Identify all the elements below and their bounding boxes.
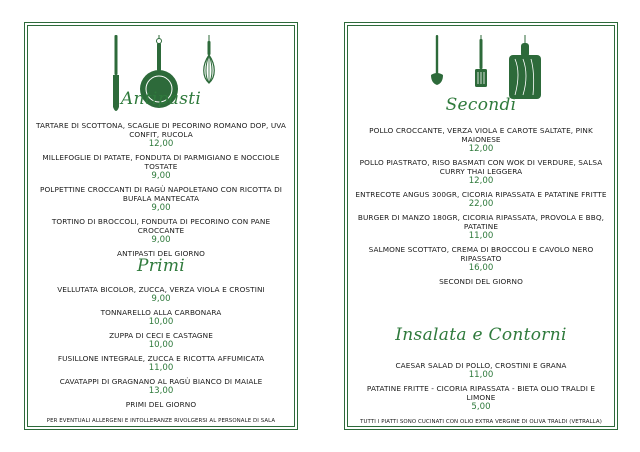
cutting-board-icon <box>507 35 543 115</box>
ladle-icon <box>429 35 445 115</box>
menu-item-name: FUSILLONE INTEGRALE, ZUCCA E RICOTTA AFFUMICATA <box>57 354 265 363</box>
menu-item-price: 9,00 <box>151 235 171 245</box>
spatula-icon <box>473 35 489 115</box>
menu-item-price: 11,00 <box>468 231 494 241</box>
menu-item-name: POLLO PIASTRATO, RISO BASMATI CON WOK DI VERDURE, SALSA CURRY THAI LEGGERA <box>359 158 603 176</box>
allergen-note: PER EVENTUALI ALLERGENI E INTOLLERANZE RIVOLGERSI AL PERSONALE DI SALA <box>46 418 276 424</box>
menu-item-name: TORTINO DI BROCCOLI, FONDUTA DI PECORINO CON PANE CROCCANTE <box>51 217 271 235</box>
antipasti-title: Antipasti <box>120 89 202 109</box>
menu-item-price: 22,00 <box>468 199 494 209</box>
insalata-contorni-title: Insalata e Contorni <box>395 325 567 345</box>
menu-item-name: BURGER DI MANZO 180GR, CICORIA RIPASSATA, PROVOLA E BBQ, PATATINE <box>357 213 605 231</box>
menu-item-name: SECONDI DEL GIORNO <box>439 277 523 286</box>
menu-item-price: 12,00 <box>468 176 494 186</box>
menu-item-price: 16,00 <box>468 263 494 273</box>
secondi-title: Secondi <box>445 95 517 115</box>
menu-item-name: POLLO CROCCANTE, VERZA VIOLA E CAROTE SALTATE, PINK MAIONESE <box>369 126 593 144</box>
menu-item-name: SALMONE SCOTTATO, CREMA DI BROCCOLI E CAVOLO NERO RIPASSATO <box>368 245 594 263</box>
menu-item-name: CAESAR SALAD DI POLLO, CROSTINI E GRANA <box>395 361 567 370</box>
menu-item-price: 9,00 <box>151 171 171 181</box>
menu-page-left <box>24 22 298 430</box>
knife-icon <box>109 35 123 115</box>
olive-oil-note: TUTTI I PIATTI SONO CUCINATI CON OLIO EXTRA VERGINE DI OLIVA TRALDI (VETRALLA) <box>360 419 602 425</box>
secondi-list <box>345 126 617 286</box>
menu-item-name: ENTRECOTE ANGUS 300GR, CICORIA RIPASSATA E PATATINE FRITTE <box>355 190 607 199</box>
menu-item-name: ANTIPASTI DEL GIORNO <box>117 249 205 258</box>
primi-list <box>25 285 297 409</box>
menu-item-price: 9,00 <box>151 203 171 213</box>
antipasti-list <box>25 121 297 258</box>
menu-item-name: MILLEFOGLIE DI PATATE, FONDUTA DI PARMIGIANO E NOCCIOLE TOSTATE <box>42 153 280 171</box>
menu-item-price: 9,00 <box>151 294 171 304</box>
menu-item-name: TONNARELLO ALLA CARBONARA <box>100 308 222 317</box>
menu-item-price: 10,00 <box>148 317 174 327</box>
menu-item-price: 5,00 <box>471 402 491 412</box>
menu-item-name: PRIMI DEL GIORNO <box>125 400 197 409</box>
menu-item-name: ZUPPA DI CECI E CASTAGNE <box>109 331 213 340</box>
menu-item-price: 11,00 <box>468 370 494 380</box>
primi-title: Primi <box>136 256 186 276</box>
menu-item-price: 12,00 <box>468 144 494 154</box>
whisk-icon <box>201 35 217 115</box>
menu-item-price: 13,00 <box>148 386 174 396</box>
insalata-list <box>345 361 617 416</box>
menu-item-price: 12,00 <box>148 139 174 149</box>
menu-item-name: POLPETTINE CROCCANTI DI RAGÙ NAPOLETANO CON RICOTTA DI BUFALA MANTECATA <box>39 185 283 203</box>
menu-item-price: 11,00 <box>148 363 174 373</box>
menu-item-name: VELLUTATA BICOLOR, ZUCCA, VERZA VIOLA E CROSTINI <box>57 285 265 294</box>
menu-item-name: TARTARE DI SCOTTONA, SCAGLIE DI PECORINO ROMANO DOP, UVA CONFIT, RUCOLA <box>35 121 287 139</box>
menu-page-right <box>344 22 618 430</box>
menu-item-name: CAVATAPPI DI GRAGNANO AL RAGÙ BIANCO DI MAIALE <box>59 377 263 386</box>
frying-pan-icon <box>139 35 179 115</box>
menu-item-name: PATATINE FRITTE - CICORIA RIPASSATA - BIETA OLIO TRALDI E LIMONE <box>366 384 596 402</box>
menu-item-price: 10,00 <box>148 340 174 350</box>
